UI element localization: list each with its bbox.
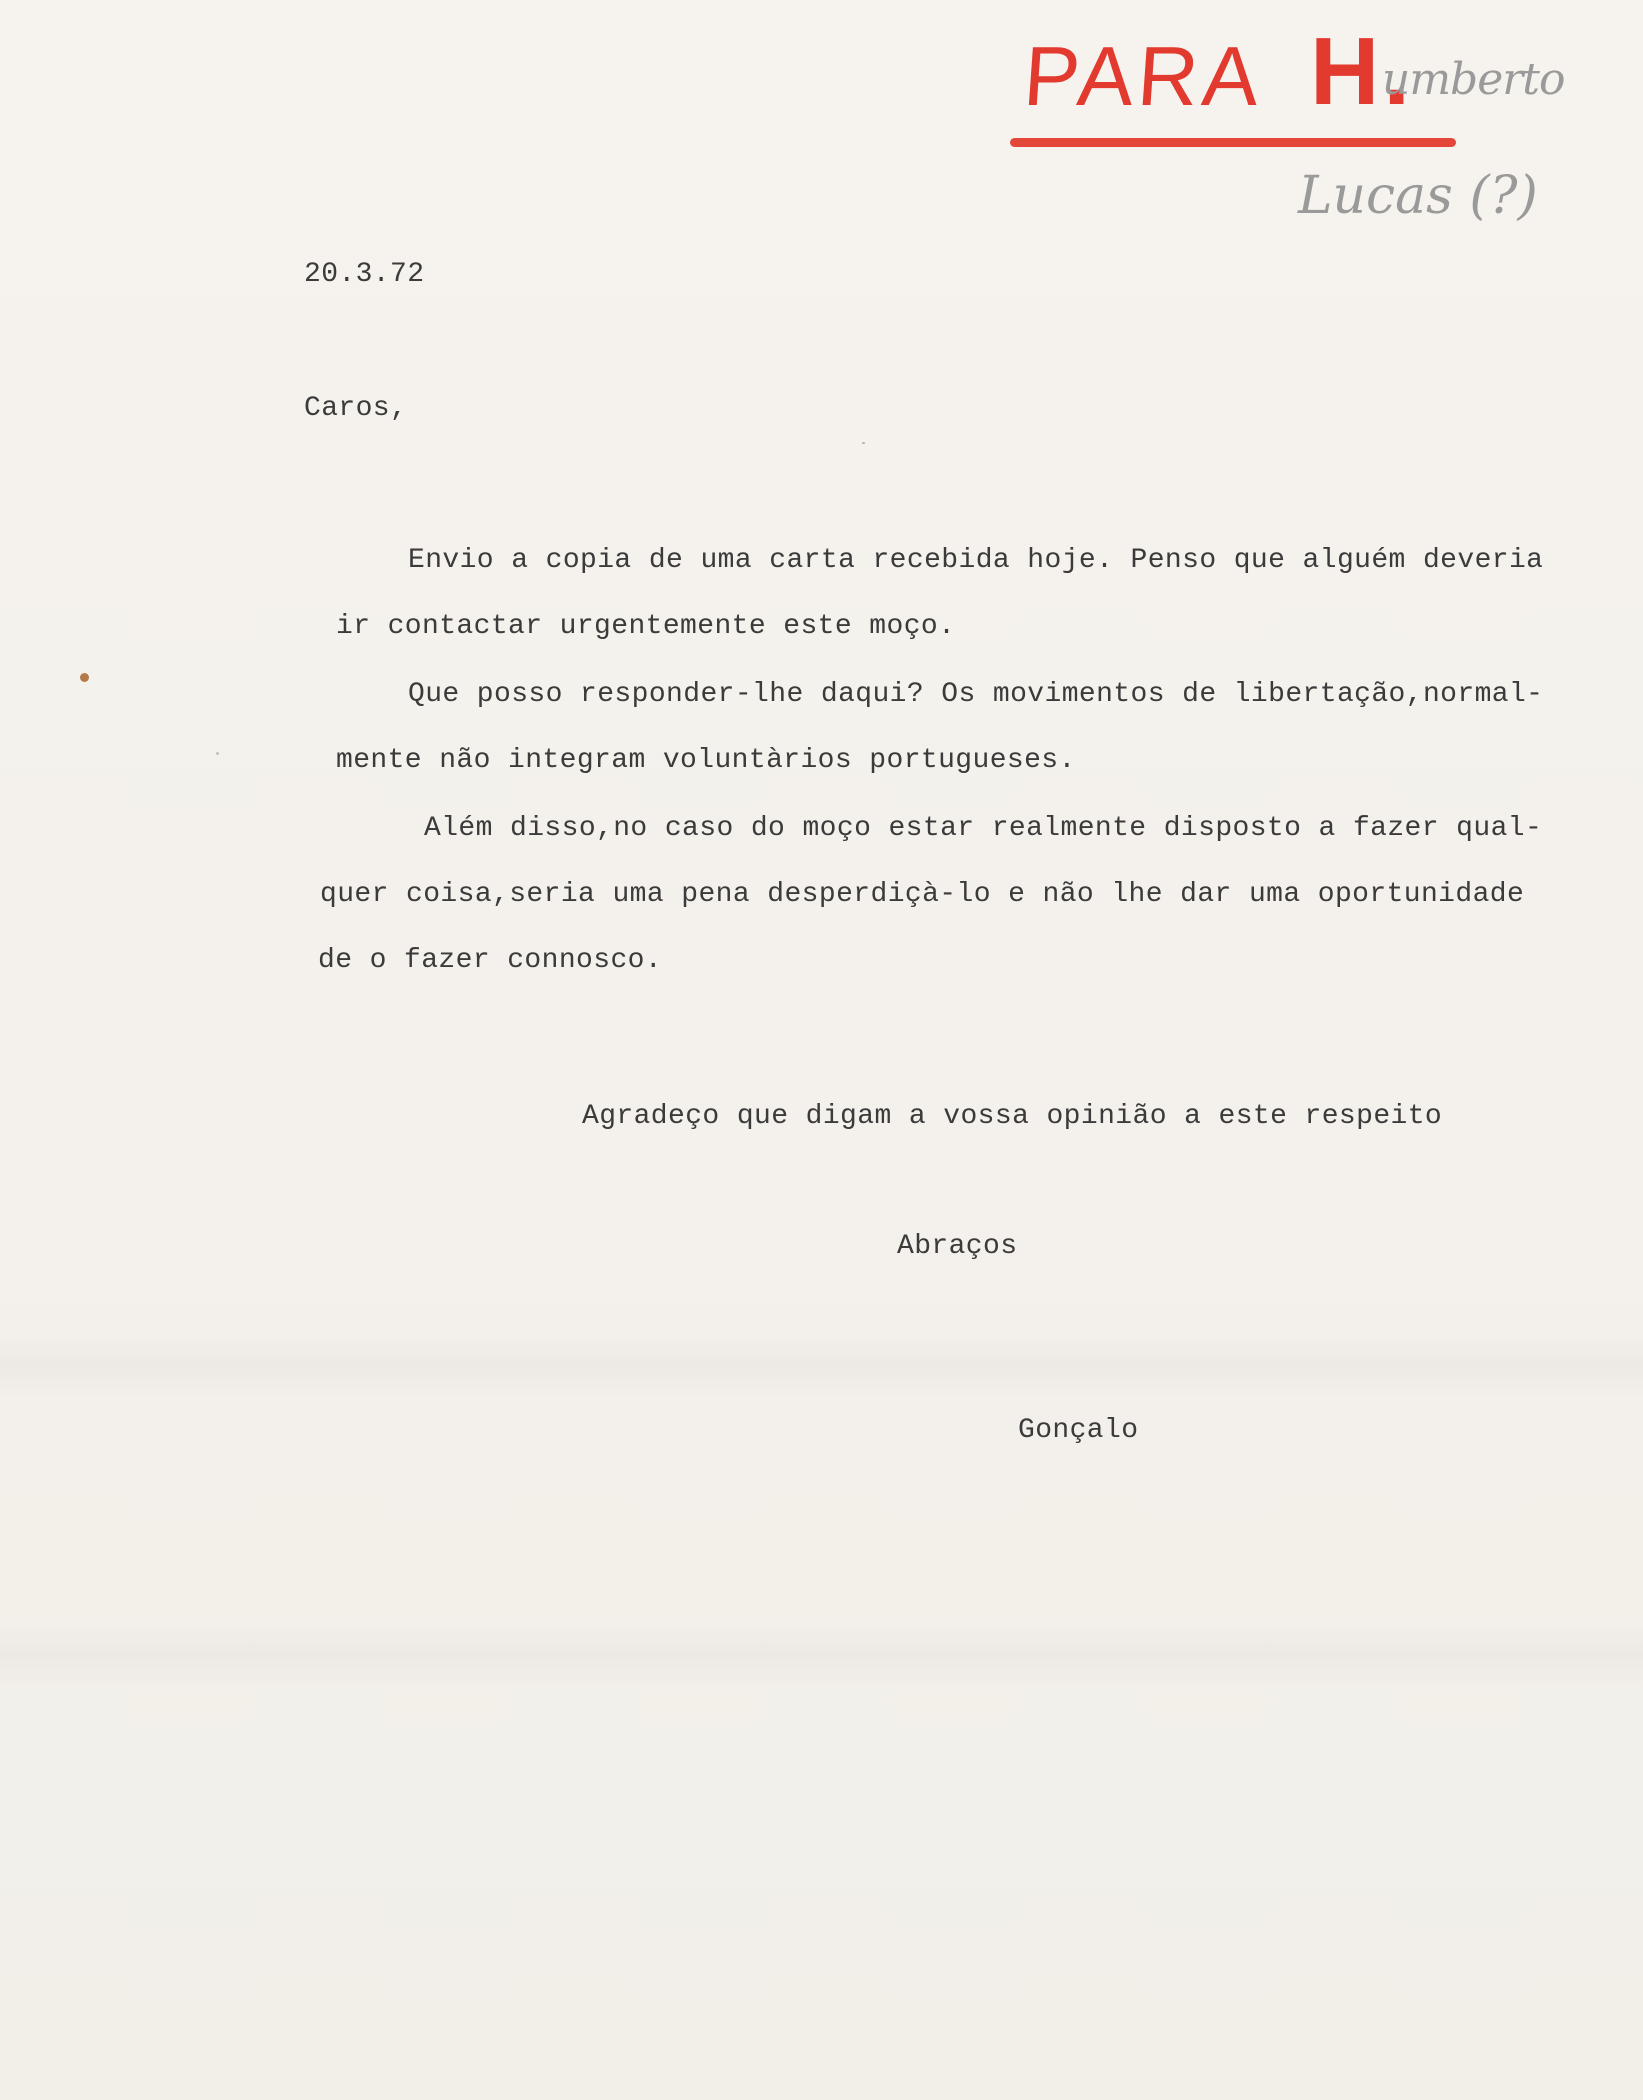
body-line: de o fazer connosco. — [318, 945, 663, 976]
annotation-initial: H. — [1310, 18, 1414, 125]
paper-fold-shadow — [0, 1330, 1643, 1400]
closing: Abraços — [897, 1231, 1018, 1262]
paper-speck — [862, 442, 865, 444]
letter-date: 20.3.72 — [304, 259, 425, 290]
body-line: mente não integram voluntàrios portugueses. — [336, 745, 1076, 776]
body-line: quer coisa,seria uma pena desperdiçà-lo e não lhe dar uma oportunidade — [320, 879, 1525, 910]
annotation-underline — [1010, 138, 1456, 147]
letter-salutation: Caros, — [304, 393, 408, 424]
body-line: ir contactar urgentemente este moço. — [336, 611, 956, 642]
handwritten-annotation — [1010, 20, 1590, 270]
closing-request: Agradeço que digam a vossa opinião a este respeito — [582, 1101, 1443, 1132]
body-line: Envio a copia de uma carta recebida hoje. Penso que alguém deveria — [408, 545, 1544, 576]
body-line: Além disso,no caso do moço estar realmente disposto a fazer qual- — [424, 813, 1543, 844]
paper-fold-shadow — [0, 1620, 1643, 1690]
annotation-pencil-note: Lucas (?) — [1298, 166, 1538, 226]
paper-stain — [80, 673, 89, 682]
signature: Gonçalo — [1018, 1415, 1139, 1446]
annotation-para: PARA — [1020, 29, 1266, 123]
body-line: Que posso responder-lhe daqui? Os movimentos de libertação,normal- — [408, 679, 1544, 710]
paper-speck — [216, 752, 219, 755]
annotation-pencil-name: umberto — [1382, 54, 1565, 105]
